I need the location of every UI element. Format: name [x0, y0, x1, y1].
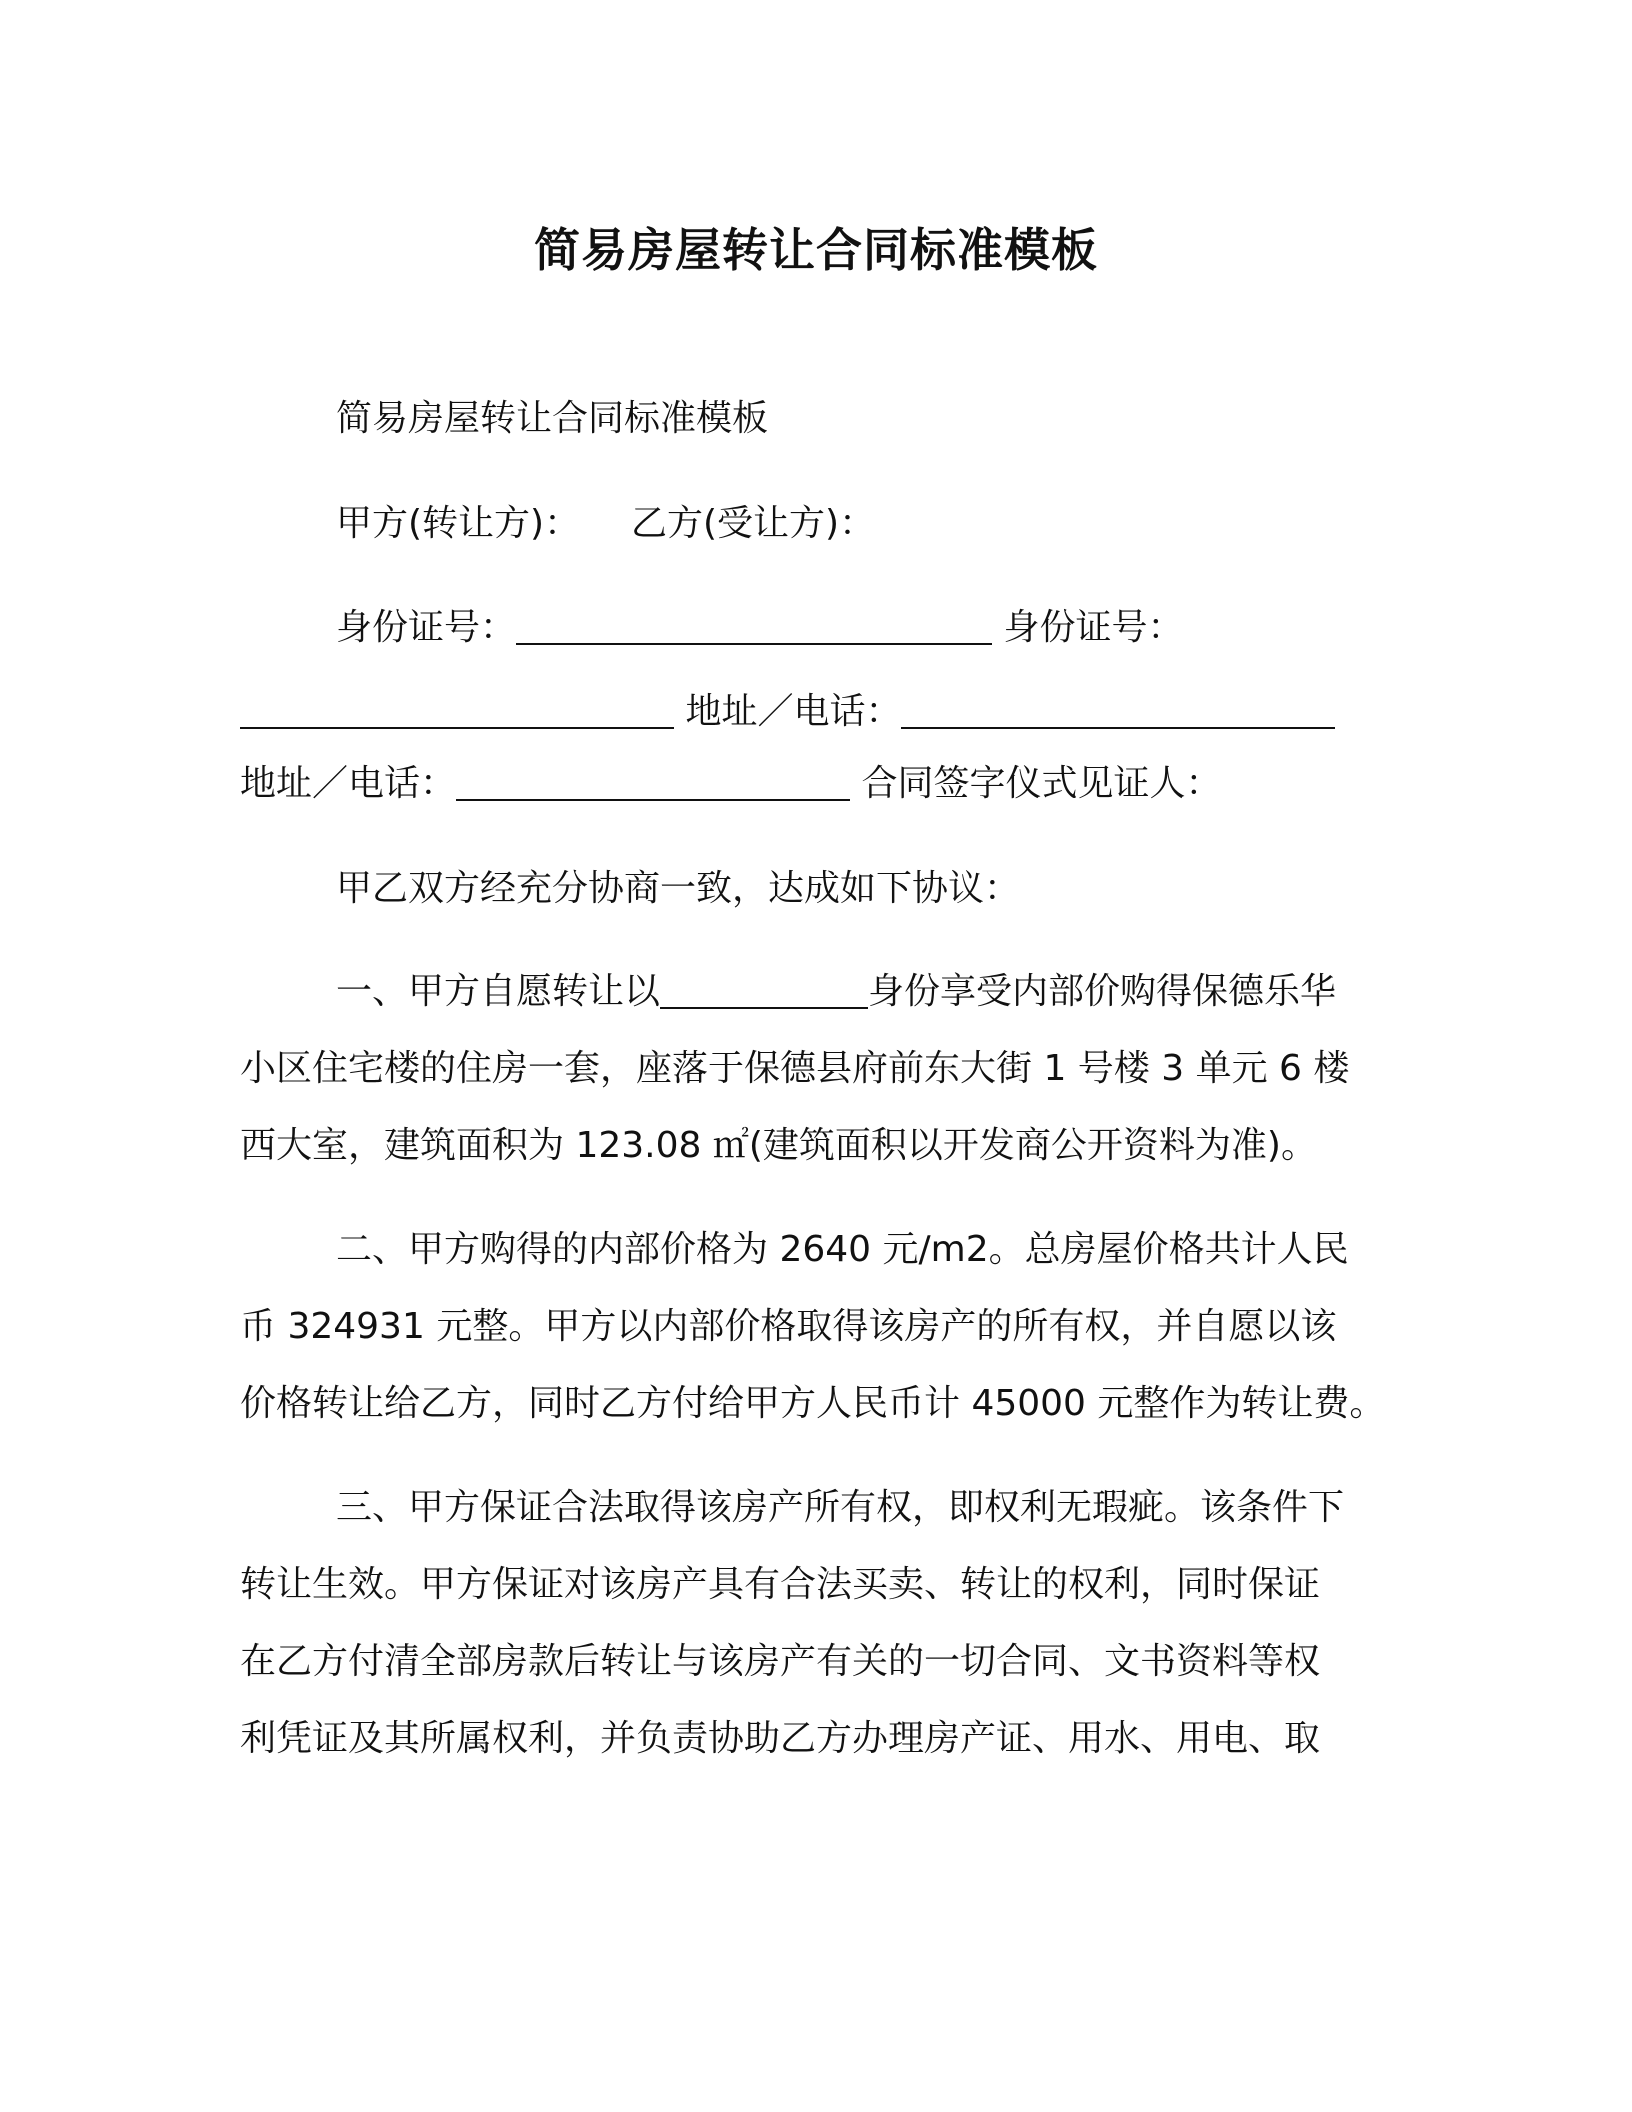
clause1-line1 — [336, 968, 1336, 1016]
clause1-line1-pre: 一、甲方自愿转让以 — [336, 971, 661, 1012]
address-blank-b — [456, 763, 850, 801]
clause3-line3: 在乙方付清全部房款后转让与该房产有关的一切合同、文书资料等权 — [240, 1641, 1321, 1682]
address-label-b: 地址／电话： — [240, 763, 457, 804]
parties-line — [336, 500, 875, 548]
address-line-1 — [240, 688, 1335, 736]
clause1-blank — [660, 971, 868, 1009]
clause3-line2: 转让生效。甲方保证对该房产具有合法买卖、转让的权利，同时保证 — [240, 1564, 1321, 1605]
clause3-line1: 三、甲方保证合法取得该房产所有权，即权利无瑕疵。该条件下 — [336, 1487, 1345, 1528]
id-blank-a — [516, 607, 992, 645]
address-line-2 — [240, 760, 1221, 808]
clause2-line3: 价格转让给乙方，同时乙方付给甲方人民币计 45000 元整作为转让费。 — [240, 1383, 1386, 1424]
clause2-line1: 二、甲方购得的内部价格为 2640 元/m2。总房屋价格共计人民 — [336, 1229, 1349, 1270]
id-line — [336, 604, 1183, 652]
clause1-line1-post: 身份享受内部价购得保德乐华 — [868, 971, 1337, 1012]
id-blank-b — [240, 691, 674, 729]
clause1-line3: 西大室，建筑面积为 123.08 ㎡(建筑面积以开发商公开资料为准)。 — [240, 1125, 1317, 1166]
address-blank-a — [901, 691, 1335, 729]
intro-text: 甲乙双方经充分协商一致，达成如下协议： — [336, 868, 1021, 909]
document-title: 简易房屋转让合同标准模板 — [534, 223, 1098, 277]
subtitle: 简易房屋转让合同标准模板 — [336, 398, 769, 439]
clause3-line4: 利凭证及其所属权利，并负责协助乙方办理房产证、用水、用电、取 — [240, 1718, 1321, 1759]
id-label-a: 身份证号： — [336, 607, 517, 648]
id-label-b: 身份证号： — [1003, 607, 1184, 648]
party-b-label: 乙方(受让方)： — [631, 503, 876, 544]
party-a-label: 甲方(转让方)： — [336, 503, 581, 544]
clause2-line2: 币 324931 元整。甲方以内部价格取得该房产的所有权，并自愿以该 — [240, 1306, 1337, 1347]
witness-label: 合同签字仪式见证人： — [861, 763, 1222, 804]
clause1-line2: 小区住宅楼的住房一套，座落于保德县府前东大街 1 号楼 3 单元 6 楼 — [240, 1048, 1350, 1089]
address-label-a: 地址／电话： — [685, 691, 902, 732]
